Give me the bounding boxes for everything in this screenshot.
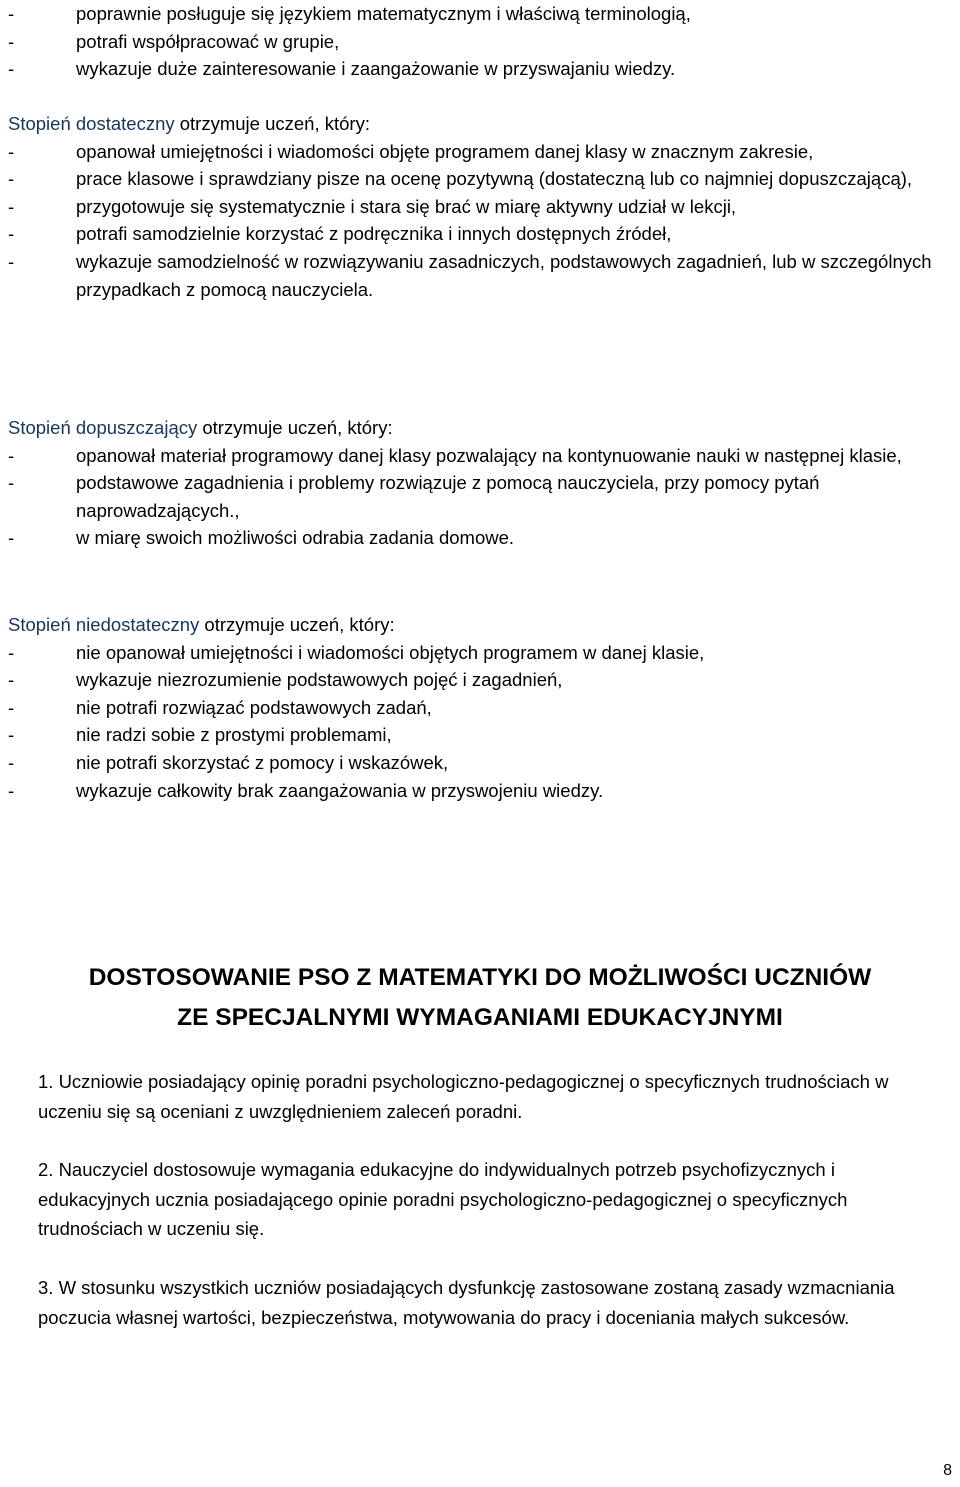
list-item: - podstawowe zagadnienia i problemy rozwiązuje z pomocą nauczyciela, przy pomocy pytań naprowadzających., [0,469,946,524]
section-title-line-1: DOSTOSOWANIE PSO Z MATEMATYKI DO MOŻLIWOŚCI UCZNIÓW [88,964,872,991]
grade-label: Stopień dopuszczający [8,417,198,438]
list-item: - wykazuje samodzielność w rozwiązywaniu zasadniczych, podstawowych zagadnień, lub w szczególnych przypadkach z pomocą nauczyciela. [0,248,946,303]
section-heading [0,611,946,639]
list-item: - wykazuje całkowity brak zaangażowania w przyswojeniu wiedzy. [0,777,946,805]
list-item: - nie radzi sobie z prostymi problemami, [0,721,946,749]
criteria-list [0,639,946,805]
list-dash: - [8,779,15,801]
list-item: - nie potrafi rozwiązać podstawowych zadań, [0,694,946,722]
section-heading [0,110,946,138]
section-heading [0,414,946,442]
section-dostateczny [0,110,946,303]
list-dash: - [8,30,15,52]
list-dash: - [8,140,15,162]
list-item: - opanował umiejętności i wiadomości objęte programem danej klasy w znacznym zakresie, [0,138,946,166]
section-title-line-2: ZE SPECJALNYMI WYMAGANIAMI EDUKACYJNYMI [177,1004,783,1031]
grade-label: Stopień niedostateczny [8,614,200,635]
list-dash: - [8,58,15,80]
section-niedostateczny [0,611,946,804]
list-dash: - [8,669,15,691]
list-item: - nie opanował umiejętności i wiadomości objętych programem w danej klasie, [0,639,946,667]
grade-label: Stopień dostateczny [8,113,175,134]
list-dash: - [8,527,15,549]
list-item: - w miarę swoich możliwości odrabia zadania domowe. [0,524,946,552]
list-dash: - [8,641,15,663]
list-item: - opanował materiał programowy danej klasy pozwalający na kontynuowanie nauki w następnej klasie, [0,442,946,470]
numbered-paragraph-2: 2. Nauczyciel dostosowuje wymagania edukacyjne do indywidualnych potrzeb psychofizycznych i edukacyjnych ucznia posiadającego opinie poradni psychologiczno-pedagogicznej o specyficznych trudnościach w uczeniu się. [38,1159,848,1239]
top-list-block [0,0,946,83]
list-item: - potrafi współpracować w grupie, [0,28,946,56]
heading-intro: otrzymuje uczeń, który: [199,614,395,635]
list-dash: - [8,696,15,718]
criteria-list [0,138,946,304]
list-item: - wykazuje niezrozumienie podstawowych pojęć i zagadnień, [0,666,946,694]
list-dash: - [8,168,15,190]
list-dash: - [8,751,15,773]
criteria-list [0,442,946,552]
list-dash: - [8,724,15,746]
section-dopuszczajacy [0,414,946,552]
list-dash: - [8,195,15,217]
list-dash: - [8,250,15,272]
numbered-paragraph-3: 3. W stosunku wszystkich uczniów posiadających dysfunkcję zastosowane zostaną zasady wzmacniania poczucia własnej wartości, bezpieczeństwa, motywowania do pracy i doceniania małych sukcesów. [38,1277,895,1328]
list-dash: - [8,3,15,24]
heading-intro: otrzymuje uczeń, który: [174,113,370,134]
heading-intro: otrzymuje uczeń, który: [197,417,393,438]
numbered-paragraph-1: 1. Uczniowie posiadający opinię poradni psychologiczno-pedagogicznej o specyficznych trudnościach w uczeniu się są oceniani z uwzględnieniem zaleceń poradni. [38,1071,889,1122]
list-dash: - [8,223,15,245]
list-item: - przygotowuje się systematycznie i stara się brać w miarę aktywny udział w lekcji, [0,193,946,221]
list-item: - nie potrafi skorzystać z pomocy i wskazówek, [0,749,946,777]
list-dash: - [8,444,15,466]
top-list [0,0,946,83]
list-item: - poprawnie posługuje się językiem matematycznym i właściwą terminologią, [0,0,946,28]
list-item: - prace klasowe i sprawdziany pisze na ocenę pozytywną (dostateczną lub co najmniej dopuszczającą), [0,165,946,193]
list-item: - wykazuje duże zainteresowanie i zaangażowanie w przyswajaniu wiedzy. [0,55,946,83]
page-number: 8 [943,1462,952,1479]
list-item: - potrafi samodzielnie korzystać z podręcznika i innych dostępnych źródeł, [0,220,946,248]
list-dash: - [8,472,15,494]
